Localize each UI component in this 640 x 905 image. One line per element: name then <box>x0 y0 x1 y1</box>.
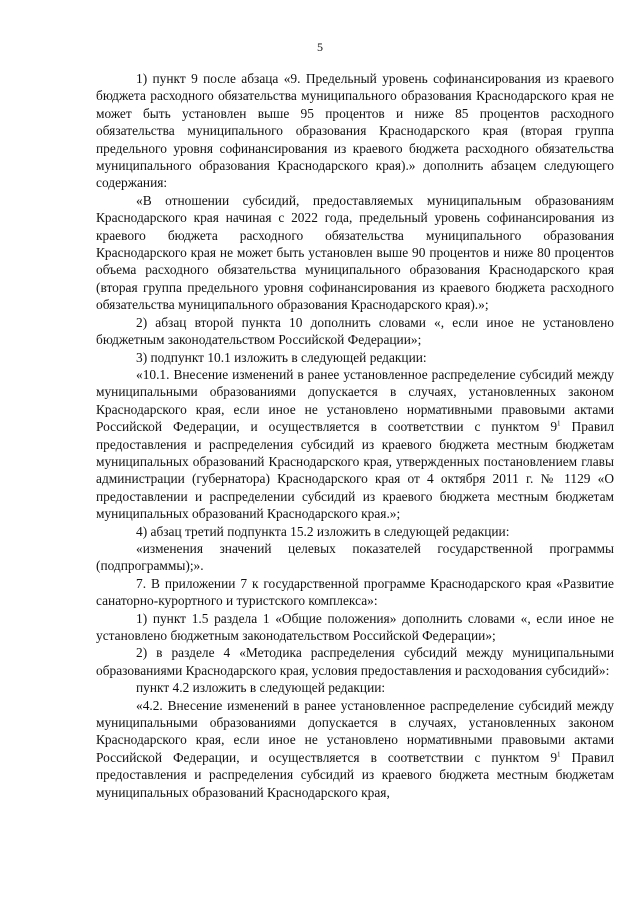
paragraph-1: 1) пункт 9 после абзаца «9. Предельный уровень софинансирования из краевого бюджета расходного обязательства муниципального образования Краснодарского края не может быть установлен выше 95 процентов и ниже 85 процентов расходного обязательства муниципального образования Краснодарского края (вторая группа предельного уровня софинансирования из краевого бюджета расходного обязательства муниципального образования Краснодарского края).» дополнить абзацем следующего содержания: <box>96 71 614 191</box>
paragraph-12-continuation: Правил предоставления и распределения субсидий из краевого бюджета местным бюджетам муниципальных образований Краснодарского края, <box>96 749 615 800</box>
document-body <box>96 70 614 801</box>
paragraph-12-text: «4.2. Внесение изменений в ранее установленное распределение субсидий между муниципальными образованиями допускается в случаях, установленных законом Краснодарского края, если иное не установлено нормативными правовыми актами Российской Федерации, и осуществляется в соответствии с пунктом 9 <box>96 697 614 765</box>
paragraph-5-text: «10.1. Внесение изменений в ранее установленное распределение субсидий между муниципальными образованиями допускается в случаях, установленных законом Краснодарского края, если иное не установлено нормативными правовыми актами Российской Федерации, и осуществляется в соответствии с пунктом 9 <box>96 366 614 435</box>
paragraph-7: «изменения значений целевых показателей государственной программы (подпрограммы);». <box>96 540 614 574</box>
paragraph-4: 3) подпункт 10.1 изложить в следующей редакции: <box>136 349 427 365</box>
paragraph-5-continuation: Правил предоставления и распределения субсидий из краевого бюджета местным бюджетам муниципальных образований Краснодарского края, утвержденных постановлением главы администрации (губернатора) Краснодарского края от 4 октября 2011 г. № 1129 «О предоставлении и распределении субсидий из краевого бюджета местным бюджетам муниципальных образований Краснодарского края.»; <box>96 419 615 522</box>
paragraph-6: 4) абзац третий подпункта 15.2 изложить в следующей редакции: <box>136 523 510 539</box>
superscript-ref: 1 <box>557 750 561 759</box>
paragraph-5 <box>96 366 614 523</box>
superscript-ref: 1 <box>557 419 561 428</box>
paragraph-11: пункт 4.2 изложить в следующей редакции: <box>136 680 386 696</box>
paragraph-12 <box>96 697 614 801</box>
page-number: 5 <box>317 40 323 54</box>
paragraph-8: 7. В приложении 7 к государственной программе Краснодарского края «Развитие санаторно-курортного и туристского комплекса»: <box>96 575 614 609</box>
paragraph-10: 2) в разделе 4 «Методика распределения субсидий между муниципальными образованиями Краснодарского края, условия предоставления и расходования субсидий»: <box>96 645 614 678</box>
paragraph-3: 2) абзац второй пункта 10 дополнить словами «, если иное не установлено бюджетным законодательством Российской Федерации»; <box>96 314 614 348</box>
paragraph-9: 1) пункт 1.5 раздела 1 «Общие положения» дополнить словами «, если иное не установлено бюджетным законодательством Российской Федерации»; <box>96 610 614 643</box>
paragraph-2: «В отношении субсидий, предоставляемых муниципальным образованиям Краснодарского края начиная с 2022 года, предельный уровень софинансирования из краевого бюджета расходного обязательства муниципального образования Краснодарского края не может быть установлен выше 90 процентов и ниже 80 процентов объема расходного обязательства муниципального образования Краснодарского края (вторая группа предельного уровня софинансирования из краевого бюджета расходного обязательства муниципального образования Краснодарского края).»; <box>96 192 614 313</box>
